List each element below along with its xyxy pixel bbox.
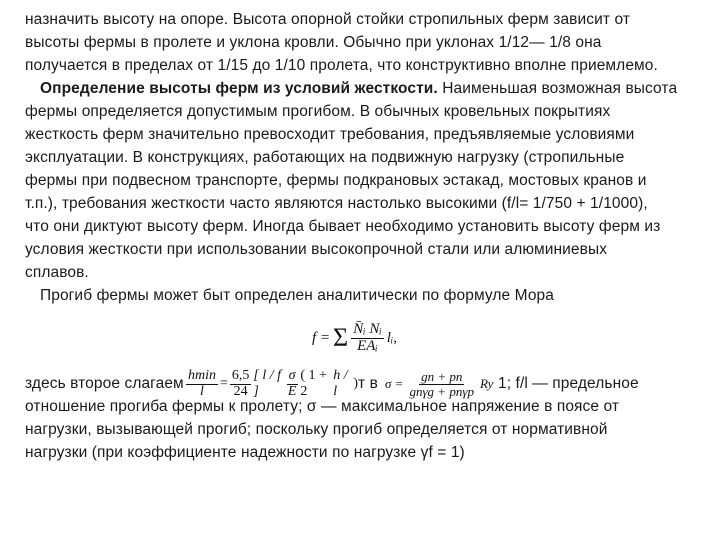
text-line-14-mid: т в — [358, 375, 378, 392]
mohr-denominator: EAᵢ — [357, 337, 378, 354]
sigma-lhs: σ = — [385, 376, 404, 391]
text-line-13: Прогиб фермы может быт определен аналитически по формуле Мора — [40, 287, 554, 304]
h-coef-den: 24 — [233, 383, 248, 399]
text-line-8: фермы при подвесном транспорте, фермы подкрановых эстакад, мостовых кранов и — [25, 172, 647, 189]
sigma-denominator: gnγg + pnγp — [409, 383, 474, 399]
text-line-14-end: 1; f/l — предельное — [498, 375, 639, 392]
mohr-numerator: N̄ᵢ Nᵢ — [353, 321, 382, 337]
text-line-12: сплавов. — [25, 264, 89, 281]
text-line-16: нагрузки, вызывающей прогиб; поскольку прогиб определяется от нормативной — [25, 421, 608, 438]
text-line-3: получается в пределах от 1/15 до 1/10 пролета, что конструктивно вполне приемлемо. — [25, 57, 658, 74]
text-line-1: назначить высоту на опоре. Высота опорной стойки стропильных ферм зависит от — [25, 11, 631, 28]
text-line-6: жесткость ферм значительно превосходит требования, предъявляемые условиями — [25, 126, 635, 143]
h-coef-num: 6,5 — [231, 367, 250, 383]
mohr-fraction — [351, 322, 384, 355]
text-line-5: фермы определяется допустимым прогибом. В обычных кровельных покрытиях — [25, 103, 611, 120]
h-paren-close: ) — [353, 376, 358, 391]
section-heading-line — [40, 79, 677, 99]
mohr-formula — [312, 322, 397, 355]
mohr-tail: lᵢ, — [386, 329, 397, 346]
h-lhs-num: hmin — [188, 367, 216, 383]
text-line-10: что они диктуют высоту ферм. Иногда бывает необходимо установить высоту ферм из — [25, 218, 661, 235]
text-line-9: т.п.), требования жесткости часто являются настолько высокими (f/l= 1/750 + 1/1000), — [25, 195, 648, 212]
text-line-14-start: здесь второе слагаем — [25, 375, 184, 392]
h-ratio: h / l — [333, 368, 348, 399]
mohr-lhs: f = — [312, 329, 331, 346]
text-line-2: высоты фермы в пролете и уклона кровли. Обычно при уклонах 1/12— 1/8 она — [25, 34, 602, 51]
h-bracket: [ l / f ] — [253, 368, 282, 399]
h-eq: = — [220, 376, 228, 391]
h-sigma-den: E — [287, 383, 297, 399]
sum-symbol: Σ — [333, 323, 349, 353]
heading-continuation: Наименьшая возможная высота — [437, 80, 678, 97]
h-lhs-den: l — [200, 383, 204, 399]
section-heading: Определение высоты ферм из условий жесткости. — [40, 80, 438, 97]
sigma-tail: Ry — [479, 376, 494, 391]
text-line-17: нагрузки (при коэффициенте надежности по нагрузке γf = 1) — [25, 444, 465, 461]
text-line-11: условия жесткости при использовании высокопрочной стали или алюминиевых — [25, 241, 608, 258]
h-paren: ( 1 + 2 — [300, 368, 327, 399]
h-sigma-fraction — [286, 369, 299, 399]
text-line-7: эксплуатации. В конструкциях, работающих на подвижную нагрузку (стропильные — [25, 149, 625, 166]
text-line-15: отношение прогиба фермы к пролету; σ — максимальное напряжение в поясе от — [25, 398, 620, 415]
sigma-numerator: gn + pn — [421, 368, 463, 384]
h-sigma-num: σ — [288, 367, 296, 383]
h-coef-fraction — [230, 369, 252, 399]
h-lhs-fraction — [186, 369, 218, 399]
sigma-fraction — [407, 370, 476, 398]
